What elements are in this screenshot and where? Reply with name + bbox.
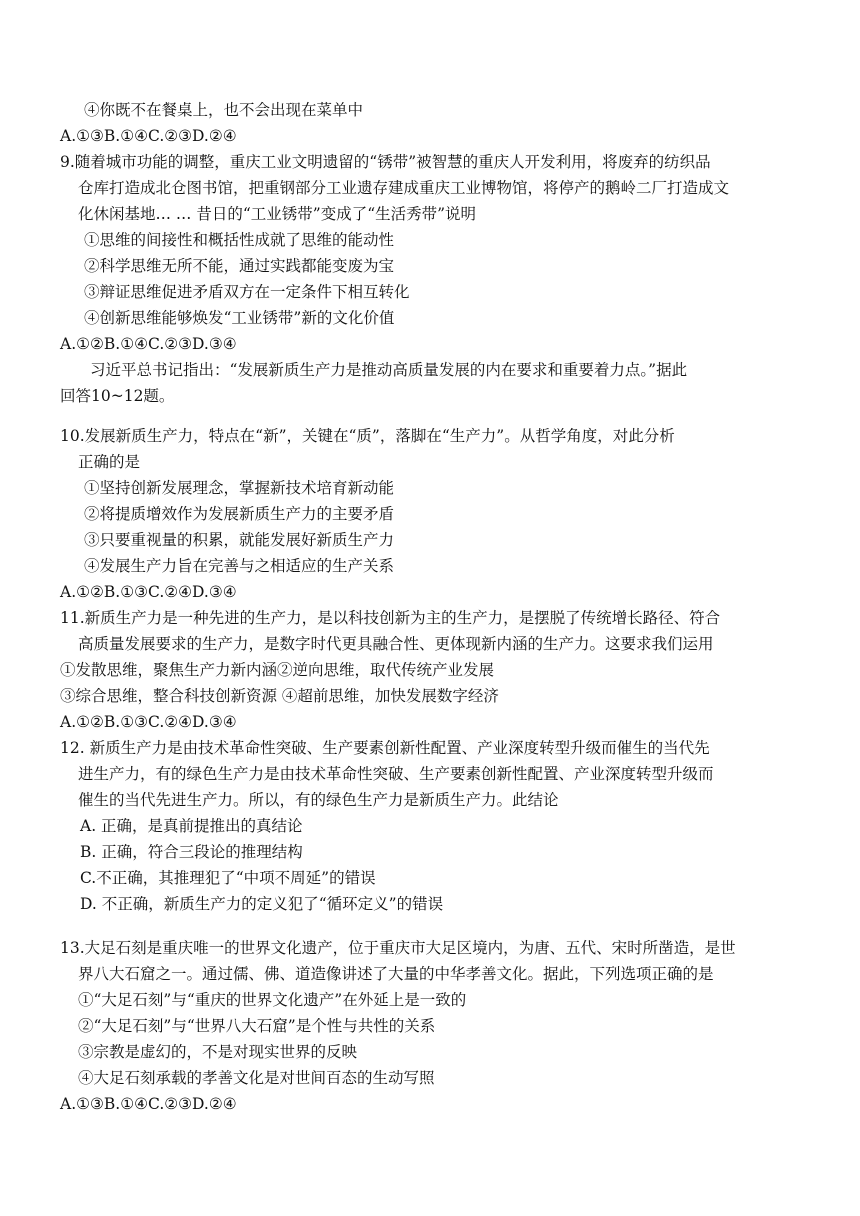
q9-option-1: ①思维的间接性和概括性成就了思维的能动性	[84, 231, 395, 249]
q11-options-row-1: ①发散思维，聚焦生产力新内涵②逆向思维，取代传统产业发展	[60, 661, 495, 679]
q8-option-4: ④你既不在餐桌上，也不会出现在菜单中	[84, 101, 364, 119]
intro-line-2: 回答10~12题。	[60, 387, 175, 405]
q10-option-1: ①坚持创新发展理念，掌握新技术培育新动能	[84, 479, 395, 497]
q12-option-a: A. 正确，是真前提推出的真结论	[80, 817, 303, 835]
q11-answers: A.①②B.①③C.②④D.③④	[60, 713, 237, 731]
q12-stem-line-2: 进生产力，有的绿色生产力是由技术革命性突破、生产要素创新性配置、产业深度转型升级而	[78, 765, 714, 783]
q13-option-2: ②“大足石刻”与“世界八大石窟”是个性与共性的关系	[78, 1017, 436, 1035]
q10-option-3: ③只要重视量的积累，就能发展好新质生产力	[84, 531, 395, 549]
q10-stem-line-1: 10.发展新质生产力，特点在“新”，关键在“质”，落脚在“生产力”。从哲学角度，对此分析	[60, 427, 675, 445]
q9-option-4: ④创新思维能够焕发“工业锈带”新的文化价值	[84, 309, 395, 327]
q12-option-d: D. 不正确，新质生产力的定义犯了“循环定义”的错误	[80, 895, 444, 913]
q13-option-4: ④大足石刻承载的孝善文化是对世间百态的生动写照	[78, 1069, 435, 1087]
q11-stem-line-2: 高质量发展要求的生产力，是数字时代更具融合性、更体现新内涵的生产力。这要求我们运用	[78, 635, 714, 653]
q13-option-3: ③宗教是虚幻的，不是对现实世界的反映	[78, 1043, 358, 1061]
q9-stem-line-2: 仓库打造成北仓图书馆，把重钢部分工业遗存建成重庆工业博物馆，将停产的鹅岭二厂打造成文	[78, 179, 730, 197]
q9-stem-line-3: 化休闲基地… … 昔日的“工业锈带”变成了“生活秀带”说明	[78, 205, 477, 223]
q13-option-1: ①“大足石刻”与“重庆的世界文化遗产”在外延上是一致的	[78, 991, 467, 1009]
q12-option-b: B. 正确，符合三段论的推理结构	[80, 843, 303, 861]
q10-option-2: ②将提质增效作为发展新质生产力的主要矛盾	[84, 505, 395, 523]
q9-option-2: ②科学思维无所不能，通过实践都能变废为宝	[84, 257, 395, 275]
q12-option-c: C.不正确，其推理犯了“中项不周延”的错误	[80, 869, 376, 887]
q13-answers: A.①③B.①④C.②③D.②④	[60, 1095, 237, 1113]
q11-stem-line-1: 11.新质生产力是一种先进的生产力，是以科技创新为主的生产力，是摆脱了传统增长路径、符合	[60, 609, 721, 627]
q13-stem-line-2: 界八大石窟之一。通过儒、佛、道造像讲述了大量的中华孝善文化。据此，下列选项正确的是	[78, 965, 714, 983]
q12-stem-line-1: 12. 新质生产力是由技术革命性突破、生产要素创新性配置、产业深度转型升级而催生的当代先	[60, 739, 710, 757]
q10-stem-line-2: 正确的是	[78, 453, 141, 471]
q9-answers: A.①②B.①④C.②③D.③④	[60, 335, 237, 353]
q9-stem-line-1: 9.随着城市功能的调整，重庆工业文明遗留的“锈带”被智慧的重庆人开发利用，将废弃的纺织品	[60, 153, 711, 171]
intro-line-1: 习近平总书记指出：“发展新质生产力是推动高质量发展的内在要求和重要着力点。”据此	[90, 361, 688, 379]
q8-answers: A.①③B.①④C.②③D.②④	[60, 127, 237, 145]
q13-stem-line-1: 13.大足石刻是重庆唯一的世界文化遗产，位于重庆市大足区境内，为唐、五代、宋时所凿造，是世	[60, 939, 736, 957]
q9-option-3: ③辩证思维促进矛盾双方在一定条件下相互转化	[84, 283, 410, 301]
q12-stem-line-3: 催生的当代先进生产力。所以，有的绿色生产力是新质生产力。此结论	[78, 791, 559, 809]
q10-answers: A.①②B.①③C.②④D.③④	[60, 583, 237, 601]
q10-option-4: ④发展生产力旨在完善与之相适应的生产关系	[84, 557, 395, 575]
q11-options-row-2: ③综合思维，整合科技创新资源 ④超前思维，加快发展数字经济	[60, 687, 499, 705]
